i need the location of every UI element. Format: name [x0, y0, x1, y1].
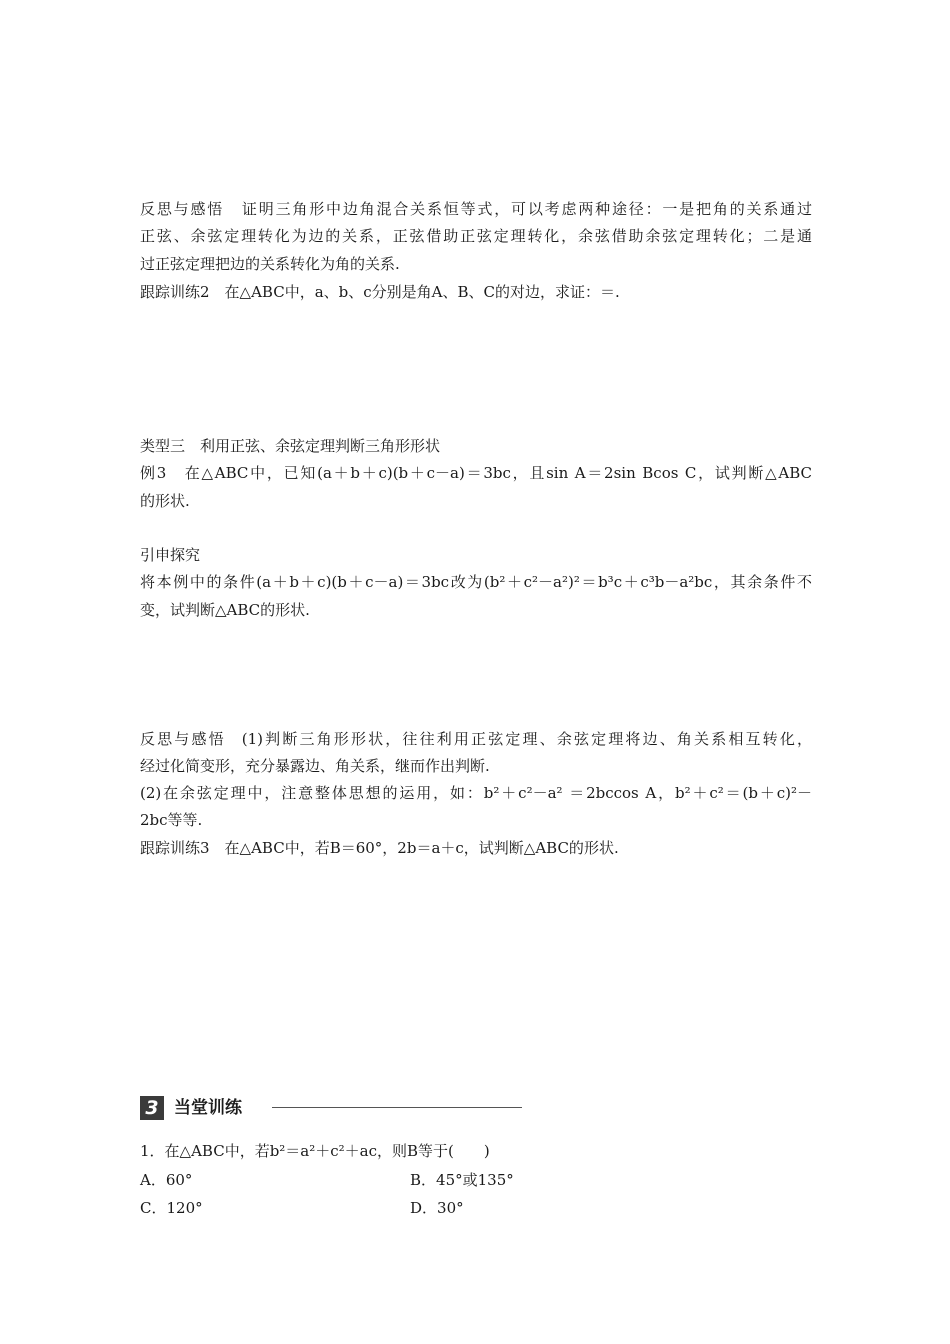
extension-line1: 将本例中的条件(a＋b＋c)(b＋c－a)＝3bc改为(b²＋c²－a²)²＝b³c＋c³b－a²bc，其余条件不	[140, 573, 812, 591]
option-a: A．60°	[140, 1171, 193, 1189]
example3-line1: 例3 在△ABC中，已知(a＋b＋c)(b＋c－a)＝3bc，且sin A＝2sin Bcos C，试判断△ABC	[140, 464, 812, 482]
option-d: D．30°	[410, 1199, 464, 1217]
section-number: 3	[140, 1096, 164, 1120]
example3-line2: 的形状.	[140, 492, 190, 510]
reflection1-line3: 过正弦定理把边的关系转化为角的关系.	[140, 255, 400, 273]
reflection1-text: 证明三角形中边角混合关系恒等式，可以考虑两种途径：一是把角的关系通过	[240, 200, 812, 218]
section-divider	[272, 1107, 522, 1108]
question1-stem: 1．在△ABC中，若b²＝a²＋c²＋ac，则B等于( )	[140, 1142, 490, 1160]
option-b: B．45°或135°	[410, 1171, 514, 1189]
section-title: 当堂训练	[174, 1098, 242, 1118]
reflection2-label: 反思与感悟	[140, 730, 226, 748]
training2: 跟踪训练2 在△ABC中，a、b、c分别是角A、B、C的对边，求证：＝.	[140, 283, 620, 301]
reflection1-line2: 正弦、余弦定理转化为边的关系，正弦借助正弦定理转化，余弦借助余弦定理转化；二是通	[140, 227, 812, 245]
reflection2-line1	[140, 729, 812, 749]
option-c: C．120°	[140, 1199, 203, 1217]
extension-title: 引申探究	[140, 546, 201, 564]
section-header	[140, 1096, 522, 1120]
training3: 跟踪训练3 在△ABC中，若B＝60°，2b＝a＋c，试判断△ABC的形状.	[140, 839, 619, 857]
reflection2-line3: (2)在余弦定理中，注意整体思想的运用，如：b²＋c²－a² ＝2bccos A，b²＋c²＝(b＋c)²－	[140, 784, 812, 802]
type3-heading: 类型三 利用正弦、余弦定理判断三角形形状	[140, 437, 441, 455]
reflection1-label: 反思与感悟	[140, 200, 225, 218]
reflection2-line4: 2bc等等.	[140, 811, 203, 829]
reflection1-line1	[140, 199, 812, 219]
reflection2-text: (1)判断三角形形状，往往利用正弦定理、余弦定理将边、角关系相互转化，	[241, 730, 812, 748]
extension-line2: 变，试判断△ABC的形状.	[140, 601, 310, 619]
reflection2-line2: 经过化简变形，充分暴露边、角关系，继而作出判断.	[140, 757, 490, 775]
